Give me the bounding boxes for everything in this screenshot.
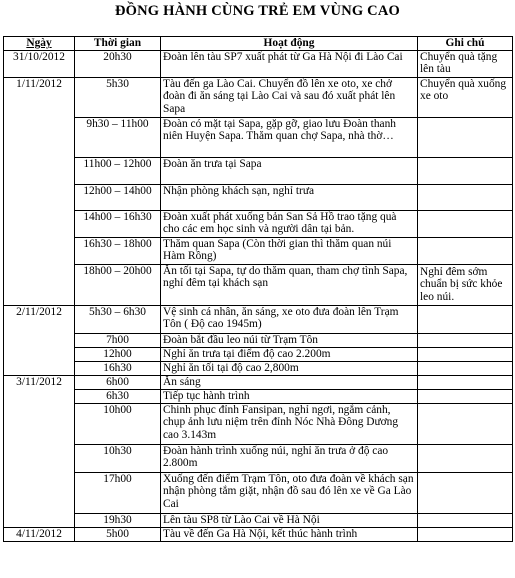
note-cell: Chuyển quà xuống xe oto [418,77,513,117]
note-cell [418,157,513,184]
activity-cell: Ăn tối tại Sapa, tự do thăm quan, tham chợ tình Sapa, nghỉ đêm tại khách sạn [161,264,418,305]
activity-cell: Đoàn ăn trưa tại Sapa [161,157,418,184]
note-cell [418,444,513,472]
time-cell: 9h30 – 11h00 [75,117,161,157]
activity-cell: Thăm quan Sapa (Còn thời gian thì thăm quan núi Hàm Rồng) [161,237,418,264]
table-row [4,264,513,305]
time-cell: 18h00 – 20h00 [75,264,161,305]
table-row [4,347,513,361]
note-cell: Chuyển quà tặng lên tàu [418,50,513,77]
time-cell: 5h00 [75,527,161,541]
activity-cell: Đoàn có mặt tại Sapa, gặp gỡ, giao lưu Đoàn thanh niên Huyện Sapa. Thăm quan chợ Sapa, nhà thờ… [161,117,418,157]
table-row [4,361,513,375]
time-cell: 10h00 [75,403,161,444]
table-row [4,375,513,389]
activity-cell: Nghỉ ăn tối tại độ cao 2,800m [161,361,418,375]
note-cell [418,513,513,527]
header-date: Ngày [4,37,75,51]
table-row [4,157,513,184]
table-row [4,77,513,117]
header-activity: Hoạt động [161,37,418,51]
table-row [4,333,513,347]
header-row [4,37,513,51]
note-cell [418,305,513,333]
note-cell [418,361,513,375]
note-cell [418,472,513,513]
note-cell: Nghỉ đêm sớm chuẩn bị sức khỏe leo núi. [418,264,513,305]
time-cell: 12h00 – 14h00 [75,184,161,210]
note-cell [418,210,513,237]
activity-cell: Vệ sinh cá nhân, ăn sáng, xe oto đưa đoàn lên Trạm Tôn ( Độ cao 1945m) [161,305,418,333]
note-cell [418,333,513,347]
table-row [4,117,513,157]
activity-cell: Ăn sáng [161,375,418,389]
time-cell: 20h30 [75,50,161,77]
note-cell [418,389,513,403]
date-cell: 4/11/2012 [4,527,75,541]
activity-cell: Đoàn xuất phát xuống bản San Sả Hồ trao tặng quà cho các em học sinh và người dân tại bản. [161,210,418,237]
activity-cell: Lên tàu SP8 từ Lào Cai về Hà Nội [161,513,418,527]
activity-cell: Đoàn lên tàu SP7 xuất phát từ Ga Hà Nội đi Lào Cai [161,50,418,77]
note-cell [418,184,513,210]
table-row [4,210,513,237]
table-row [4,403,513,444]
table-row [4,184,513,210]
header-time: Thời gian [75,37,161,51]
table-row [4,444,513,472]
table-row [4,305,513,333]
activity-cell: Chinh phục đỉnh Fansipan, nghỉ ngơi, ngắm cảnh, chụp ảnh lưu niệm trên đỉnh Nóc Nhà Đông Dương cao 3.143m [161,403,418,444]
time-cell: 14h00 – 16h30 [75,210,161,237]
time-cell: 5h30 – 6h30 [75,305,161,333]
time-cell: 12h00 [75,347,161,361]
date-cell: 3/11/2012 [4,375,75,527]
table-row [4,389,513,403]
time-cell: 5h30 [75,77,161,117]
table-row [4,50,513,77]
time-cell: 7h00 [75,333,161,347]
activity-cell: Nhận phòng khách sạn, nghỉ trưa [161,184,418,210]
time-cell: 17h00 [75,472,161,513]
time-cell: 16h30 – 18h00 [75,237,161,264]
note-cell [418,527,513,541]
time-cell: 16h30 [75,361,161,375]
schedule-table [3,36,513,542]
activity-cell: Đoàn bắt đầu leo núi từ Trạm Tôn [161,333,418,347]
header-note: Ghi chú [418,37,513,51]
table-row [4,237,513,264]
activity-cell: Xuống đến điểm Trạm Tôn, oto đưa đoàn về khách sạn nhận phòng tắm giặt, nhận đồ sau đó lên xe về Ga Lào Cai [161,472,418,513]
note-cell [418,117,513,157]
note-cell [418,375,513,389]
time-cell: 6h00 [75,375,161,389]
activity-cell: Tàu đến ga Lào Cai. Chuyển đồ lên xe oto, xe chở đoàn đi ăn sáng tại Lào Cai và sau đó xuất phát lên Sapa [161,77,418,117]
table-row [4,513,513,527]
time-cell: 19h30 [75,513,161,527]
activity-cell: Đoàn hành trình xuống núi, nghỉ ăn trưa ở độ cao 2.800m [161,444,418,472]
date-cell: 1/11/2012 [4,77,75,305]
table-row [4,527,513,541]
activity-cell: Nghỉ ăn trưa tại điểm độ cao 2.200m [161,347,418,361]
page-title: ĐỒNG HÀNH CÙNG TRẺ EM VÙNG CAO [114,3,400,19]
activity-cell: Tàu về đến Ga Hà Nội, kết thúc hành trình [161,527,418,541]
table-row [4,472,513,513]
time-cell: 11h00 – 12h00 [75,157,161,184]
activity-cell: Tiếp tục hành trình [161,389,418,403]
note-cell [418,347,513,361]
date-cell: 31/10/2012 [4,50,75,77]
note-cell [418,237,513,264]
time-cell: 10h30 [75,444,161,472]
time-cell: 6h30 [75,389,161,403]
note-cell [418,403,513,444]
date-cell: 2/11/2012 [4,305,75,375]
